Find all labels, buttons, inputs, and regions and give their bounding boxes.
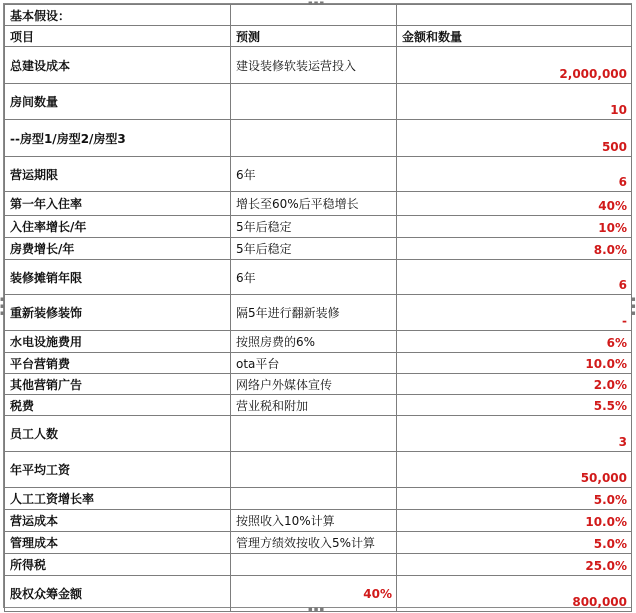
row-item[interactable]: 营运成本 [5,510,231,532]
row-forecast[interactable]: 隔5年进行翻新装修 [231,295,397,331]
table-row [5,120,632,157]
row-forecast[interactable]: 40% [231,576,397,612]
row-amount[interactable]: 8.0% [397,238,632,260]
row-item[interactable]: 第一年入住率 [5,192,231,216]
row-amount[interactable]: 6% [397,331,632,353]
row-forecast[interactable] [231,120,397,157]
table-row [5,554,632,576]
table-row [5,510,632,532]
row-item[interactable]: 营运期限 [5,157,231,192]
table-row [5,238,632,260]
row-item[interactable]: 入住率增长/年 [5,216,231,238]
row-item[interactable]: 年平均工资 [5,452,231,488]
empty-cell[interactable] [397,5,632,26]
row-amount[interactable]: 2.0% [397,374,632,395]
row-amount[interactable]: 5.0% [397,488,632,510]
row-forecast[interactable]: 6年 [231,157,397,192]
table-row [5,84,632,120]
row-amount[interactable]: 10% [397,216,632,238]
row-amount[interactable]: 10.0% [397,510,632,532]
row-forecast[interactable]: 按照房费的6% [231,331,397,353]
row-amount[interactable]: 6 [397,157,632,192]
row-item[interactable]: 人工工资增长率 [5,488,231,510]
table-title[interactable]: 基本假设： [5,5,231,26]
row-item[interactable]: 所得税 [5,554,231,576]
table-row [5,192,632,216]
row-item[interactable]: 管理成本 [5,532,231,554]
row-amount[interactable]: 6 [397,260,632,295]
row-forecast[interactable] [231,452,397,488]
spreadsheet-table-frame [3,3,632,608]
header-amount[interactable]: 金额和数量 [397,26,632,47]
row-forecast[interactable]: 增长至60%后平稳增长 [231,192,397,216]
row-forecast[interactable]: 管理方绩效按收入5%计算 [231,532,397,554]
row-item[interactable]: 其他营销广告 [5,374,231,395]
row-amount[interactable]: 500 [397,120,632,157]
table-row [5,260,632,295]
resize-handle-top[interactable]: ▪▪▪ [308,0,326,7]
row-item[interactable]: 装修摊销年限 [5,260,231,295]
table-row [5,295,632,331]
row-amount[interactable]: 10.0% [397,353,632,374]
resize-handle-left[interactable]: ▪ ▪ ▪ [0,295,5,317]
row-amount[interactable]: 10 [397,84,632,120]
row-forecast[interactable]: 建设装修软装运营投入 [231,47,397,84]
header-row [5,26,632,47]
row-item[interactable]: 税费 [5,395,231,416]
table-row [5,47,632,84]
row-forecast[interactable]: 按照收入10%计算 [231,510,397,532]
table-row [5,452,632,488]
table-row [5,532,632,554]
row-item[interactable]: 房间数量 [5,84,231,120]
empty-cell[interactable] [231,5,397,26]
row-item[interactable]: 平台营销费 [5,353,231,374]
row-forecast[interactable]: 6年 [231,260,397,295]
row-item[interactable]: 员工人数 [5,416,231,452]
row-forecast[interactable]: ota平台 [231,353,397,374]
title-row [5,5,632,26]
table-row [5,488,632,510]
row-forecast[interactable] [231,554,397,576]
row-forecast[interactable]: 营业税和附加 [231,395,397,416]
header-forecast[interactable]: 预测 [231,26,397,47]
table-row [5,353,632,374]
row-forecast[interactable] [231,416,397,452]
assumptions-table [4,4,632,612]
row-forecast[interactable]: 5年后稳定 [231,216,397,238]
resize-handle-right[interactable]: ▪ ▪ ▪ [631,295,636,317]
row-item[interactable]: --房型1/房型2/房型3 [5,120,231,157]
row-item[interactable]: 房费增长/年 [5,238,231,260]
row-forecast[interactable]: 网络户外媒体宣传 [231,374,397,395]
header-item[interactable]: 项目 [5,26,231,47]
table-row [5,416,632,452]
row-amount[interactable]: 50,000 [397,452,632,488]
row-amount[interactable]: 25.0% [397,554,632,576]
row-item[interactable]: 股权众筹金额 [5,576,231,612]
row-item[interactable]: 总建设成本 [5,47,231,84]
table-row [5,374,632,395]
row-amount[interactable]: 2,000,000 [397,47,632,84]
row-forecast[interactable] [231,84,397,120]
row-forecast[interactable] [231,488,397,510]
row-amount[interactable]: - [397,295,632,331]
row-amount[interactable]: 40% [397,192,632,216]
row-item[interactable]: 水电设施费用 [5,331,231,353]
resize-handle-bottom[interactable]: ▪▪▪ [308,605,326,613]
row-forecast[interactable]: 5年后稳定 [231,238,397,260]
table-row [5,157,632,192]
row-amount[interactable]: 3 [397,416,632,452]
row-amount[interactable]: 5.0% [397,532,632,554]
table-row [5,331,632,353]
table-row [5,395,632,416]
table-row [5,216,632,238]
row-item[interactable]: 重新装修装饰 [5,295,231,331]
row-amount[interactable]: 800,000 [397,576,632,612]
row-amount[interactable]: 5.5% [397,395,632,416]
